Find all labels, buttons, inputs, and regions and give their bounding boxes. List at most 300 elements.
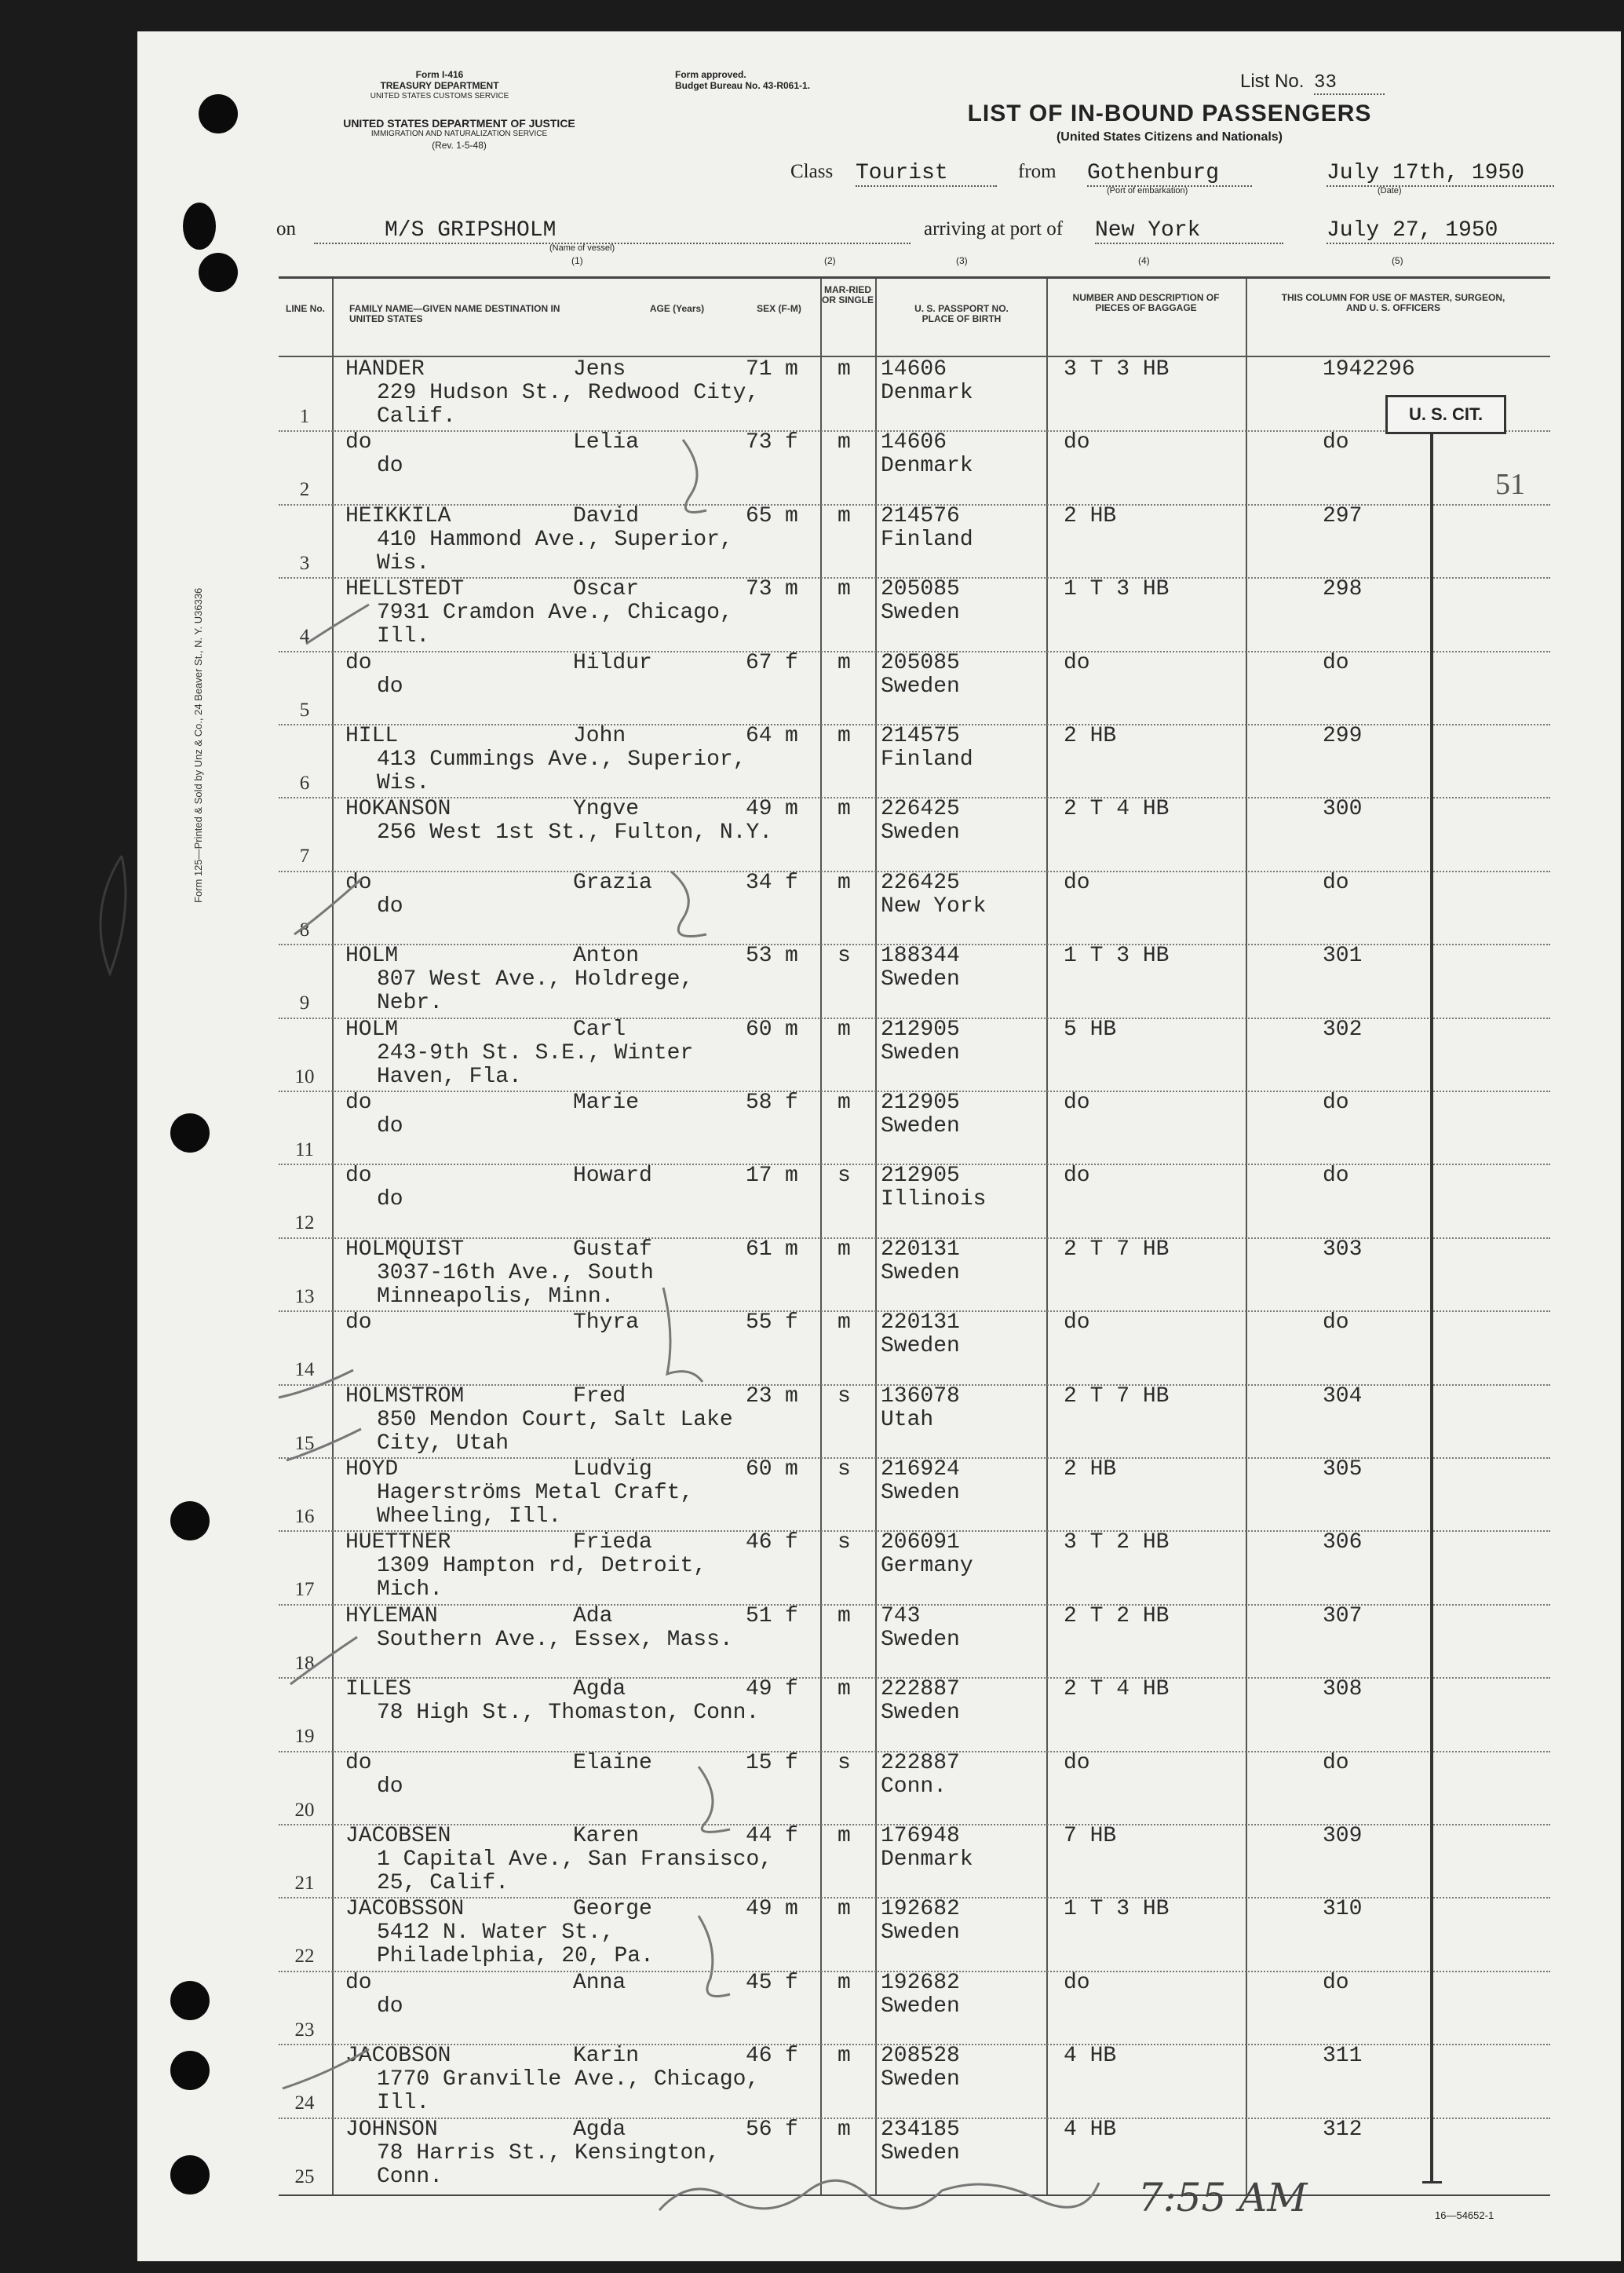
- passport-number: 216924: [881, 1457, 960, 1482]
- marital-status: m: [838, 650, 851, 675]
- age: 55: [746, 1310, 772, 1336]
- age: 34: [746, 870, 772, 895]
- destination-line1: 229 Hudson St., Redwood City,: [377, 381, 760, 405]
- family-name: HOLMSTROM: [345, 1383, 465, 1409]
- family-name: HEIKKILA: [345, 503, 451, 528]
- passport-number: 220131: [881, 1310, 960, 1336]
- from-label: from: [1018, 161, 1057, 182]
- officer-number: do: [1323, 1310, 1349, 1336]
- sex: f: [785, 2044, 798, 2069]
- given-name: Fred: [573, 1383, 626, 1409]
- family-name: do: [345, 1091, 372, 1115]
- given-name: Karin: [573, 2044, 640, 2069]
- given-name: Carl: [573, 1017, 626, 1042]
- destination-line2: City, Utah: [377, 1431, 509, 1456]
- destination-line1: 413 Cummings Ave., Superior,: [377, 747, 746, 772]
- passport-number: 212905: [881, 1164, 960, 1189]
- pencil-check: [279, 1370, 353, 1398]
- line-number: 10: [294, 1065, 315, 1087]
- officer-number: 300: [1323, 797, 1363, 822]
- destination-line2: Nebr.: [377, 991, 443, 1016]
- marital-status: m: [838, 1310, 851, 1336]
- officer-number: 306: [1323, 1530, 1363, 1555]
- officer-number: do: [1323, 430, 1349, 455]
- baggage: 2 T 4 HB: [1064, 1677, 1170, 1702]
- birth-place: Sweden: [881, 1627, 960, 1652]
- col-header-officers: THIS COLUMN FOR USE OF MASTER, SURGEON, AND U. S. OFFICERS: [1281, 292, 1505, 313]
- birth-place: Sweden: [881, 1993, 960, 2019]
- given-name: Hildur: [573, 650, 652, 675]
- line-number: 24: [294, 2092, 315, 2114]
- destination-line1: Southern Ave., Essex, Mass.: [377, 1627, 733, 1652]
- birth-place: Conn.: [881, 1774, 947, 1799]
- pencil-check: [283, 2049, 369, 2088]
- marital-status: m: [838, 1237, 851, 1262]
- passport-number: 234185: [881, 2117, 960, 2142]
- officer-number: do: [1323, 650, 1349, 675]
- marital-status: s: [838, 944, 851, 969]
- line-number: 16: [294, 1506, 315, 1527]
- sex: m: [785, 944, 798, 969]
- on-label: on: [276, 218, 296, 239]
- us-citizen-stamp: U. S. CIT.: [1385, 395, 1506, 434]
- age: 60: [746, 1017, 772, 1042]
- family-name: HOLM: [345, 944, 399, 969]
- line-number: 9: [299, 992, 310, 1014]
- family-name: HOKANSON: [345, 797, 451, 822]
- sex: f: [785, 1970, 798, 1995]
- baggage: do: [1064, 650, 1090, 675]
- birth-place: Germany: [881, 1554, 973, 1579]
- pencil-check: [290, 1637, 357, 1684]
- passport-number: 226425: [881, 797, 960, 822]
- sex: f: [785, 1530, 798, 1555]
- birth-place: Sweden: [881, 2140, 960, 2165]
- birth-place: Denmark: [881, 454, 973, 479]
- sex: f: [785, 1310, 798, 1336]
- age: 56: [746, 2117, 772, 2142]
- marital-status: m: [838, 870, 851, 895]
- given-name: David: [573, 503, 640, 528]
- baggage: do: [1064, 1164, 1090, 1189]
- line-number: 21: [294, 1873, 315, 1894]
- birth-place: Sweden: [881, 601, 960, 626]
- baggage: do: [1064, 1750, 1090, 1775]
- birth-place: Illinois: [881, 1187, 987, 1212]
- baggage: 7 HB: [1064, 1824, 1117, 1848]
- pencil-check: [294, 879, 361, 934]
- family-name: JACOBSSON: [345, 1897, 465, 1922]
- family-name: ILLES: [345, 1677, 412, 1702]
- family-name: HANDER: [345, 357, 425, 382]
- baggage: 2 T 7 HB: [1064, 1237, 1170, 1262]
- marital-status: m: [838, 2044, 851, 2069]
- line-number: 15: [294, 1432, 315, 1454]
- birth-place: Sweden: [881, 1920, 960, 1946]
- marital-status: m: [838, 357, 851, 382]
- birth-place: Sweden: [881, 1040, 960, 1065]
- footer-time-note: 7:55 AM: [1138, 2175, 1308, 2220]
- ins-service: IMMIGRATION AND NATURALIZATION SERVICE: [370, 130, 548, 138]
- birth-place: Sweden: [881, 967, 960, 992]
- given-name: Oscar: [573, 577, 640, 602]
- marital-status: m: [838, 1091, 851, 1115]
- destination-line1: 807 West Ave., Holdrege,: [377, 967, 694, 992]
- given-name: Marie: [573, 1091, 640, 1115]
- embark-caption: (Port of embarkation): [1107, 186, 1188, 196]
- destination-line2: Wis.: [377, 550, 430, 576]
- passport-number: 192682: [881, 1897, 960, 1922]
- baggage: 1 T 3 HB: [1064, 944, 1170, 969]
- passport-number: 206091: [881, 1530, 960, 1555]
- line-number: 4: [299, 626, 310, 648]
- baggage: do: [1064, 1970, 1090, 1995]
- officer-number: do: [1323, 870, 1349, 895]
- age: 67: [746, 650, 772, 675]
- line-number: 22: [294, 1946, 315, 1968]
- birth-place: Finland: [881, 747, 973, 772]
- marital-status: s: [838, 1530, 851, 1555]
- family-name: HILL: [345, 724, 399, 748]
- line-number: 8: [299, 919, 310, 941]
- officer-number: 298: [1323, 577, 1363, 602]
- family-name: do: [345, 430, 372, 455]
- destination-line1: do: [377, 674, 403, 699]
- destination-line1: 410 Hammond Ave., Superior,: [377, 527, 733, 552]
- destination-line1: Hagerströms Metal Craft,: [377, 1481, 694, 1505]
- family-name: JACOBSEN: [345, 1824, 451, 1848]
- officer-number: 303: [1323, 1237, 1363, 1262]
- age: 64: [746, 724, 772, 748]
- passport-number: 208528: [881, 2044, 960, 2069]
- birth-place: Sweden: [881, 1701, 960, 1726]
- baggage: 4 HB: [1064, 2117, 1117, 2142]
- passport-number: 176948: [881, 1824, 960, 1848]
- sex: m: [785, 797, 798, 822]
- destination-line2: Ill.: [377, 624, 430, 649]
- passport-number: 205085: [881, 577, 960, 602]
- officer-number: 301: [1323, 944, 1363, 969]
- given-name: Grazia: [573, 870, 652, 895]
- line-number: 5: [299, 699, 310, 721]
- destination-line2: Wis.: [377, 771, 430, 795]
- family-name: JACOBSON: [345, 2044, 451, 2069]
- col-header-baggage: NUMBER AND DESCRIPTION OF PIECES OF BAGGAGE: [1072, 292, 1220, 313]
- printer-imprint: Form 125—Printed & Sold by Unz & Co., 24 Beaver St., N. Y. U36336: [192, 587, 204, 903]
- passport-number: 226425: [881, 870, 960, 895]
- marital-status: m: [838, 1017, 851, 1042]
- given-name: Karen: [573, 1824, 640, 1848]
- passport-number: 214576: [881, 503, 960, 528]
- age: 46: [746, 2044, 772, 2069]
- embark-port: Gothenburg: [1087, 161, 1252, 187]
- pencil-curve: [100, 856, 126, 974]
- officer-number: do: [1323, 1091, 1349, 1115]
- family-name: do: [345, 650, 372, 675]
- line-number: 6: [299, 773, 310, 794]
- marital-status: s: [838, 1383, 851, 1409]
- age: 49: [746, 1897, 772, 1922]
- officer-number: 312: [1323, 2117, 1363, 2142]
- passport-number: 14606: [881, 357, 947, 382]
- line-number: 19: [294, 1726, 315, 1748]
- family-name: HOLMQUIST: [345, 1237, 465, 1262]
- marital-status: s: [838, 1164, 851, 1189]
- family-name: do: [345, 1164, 372, 1189]
- destination-line1: 5412 N. Water St.,: [377, 1920, 615, 1946]
- line-number: 18: [294, 1652, 315, 1674]
- sex: f: [785, 1677, 798, 1702]
- sex: m: [785, 357, 798, 382]
- family-name: do: [345, 870, 372, 895]
- birth-place: Denmark: [881, 381, 973, 405]
- list-number: 33: [1314, 72, 1385, 95]
- departure-date: July 17th, 1950: [1327, 161, 1554, 187]
- destination-line1: do: [377, 1114, 403, 1138]
- line-number: 14: [294, 1359, 315, 1381]
- form-number: Form I-416: [415, 69, 464, 80]
- passport-number: 188344: [881, 944, 960, 969]
- baggage: 3 T 2 HB: [1064, 1530, 1170, 1555]
- destination-line1: 1 Capital Ave., San Fransisco,: [377, 1847, 773, 1872]
- signature-scrawl: [659, 2180, 1099, 2210]
- destination-line2: Philadelphia, 20, Pa.: [377, 1944, 654, 1969]
- line-number: 17: [294, 1579, 315, 1601]
- age: 44: [746, 1824, 772, 1848]
- destination-line2: Conn.: [377, 2164, 443, 2189]
- col-header-line: LINE No.: [286, 303, 325, 314]
- baggage: 2 T 2 HB: [1064, 1603, 1170, 1628]
- sex: m: [785, 1017, 798, 1042]
- class-label: Class: [790, 161, 834, 182]
- baggage: 2 HB: [1064, 724, 1117, 748]
- pencil-scribble: [699, 1767, 730, 1832]
- sex: m: [785, 1383, 798, 1409]
- pencil-scribble: [683, 440, 706, 513]
- family-name: HUETTNER: [345, 1530, 451, 1555]
- destination-line1: do: [377, 454, 403, 479]
- baggage: 1 T 3 HB: [1064, 577, 1170, 602]
- passport-number: 743: [881, 1603, 921, 1628]
- family-name: do: [345, 1970, 372, 1995]
- margin-number: 51: [1495, 468, 1525, 501]
- age: 73: [746, 430, 772, 455]
- passport-number: 14606: [881, 430, 947, 455]
- family-name: HELLSTEDT: [345, 577, 465, 602]
- birth-place: New York: [881, 893, 987, 919]
- officer-number: 307: [1323, 1603, 1363, 1628]
- given-name: John: [573, 724, 626, 748]
- col-header-age: AGE (Years): [649, 303, 705, 314]
- baggage: 2 T 4 HB: [1064, 797, 1170, 822]
- sex: m: [785, 724, 798, 748]
- sex: f: [785, 870, 798, 895]
- age: 15: [746, 1750, 772, 1775]
- destination-line1: 1309 Hampton rd, Detroit,: [377, 1554, 707, 1579]
- arrival-port: New York: [1095, 218, 1283, 244]
- col-num-4: (4): [1138, 255, 1150, 266]
- form-approved: Form approved.: [675, 69, 746, 80]
- line-number: 13: [294, 1285, 315, 1307]
- officer-number: 1942296: [1323, 357, 1415, 382]
- destination-line2: Wheeling, Ill.: [377, 1504, 562, 1529]
- given-name: Anna: [573, 1970, 626, 1995]
- destination-line1: 78 High St., Thomaston, Conn.: [377, 1701, 760, 1726]
- given-name: Lelia: [573, 430, 640, 455]
- col-header-married: MAR-RIED OR SINGLE: [822, 284, 874, 305]
- age: 61: [746, 1237, 772, 1262]
- pencil-scribble: [671, 872, 706, 937]
- age: 73: [746, 577, 772, 602]
- baggage: do: [1064, 870, 1090, 895]
- vessel-name: M/S GRIPSHOLM: [314, 218, 911, 244]
- destination-line1: 78 Harris St., Kensington,: [377, 2140, 720, 2165]
- marital-status: m: [838, 2117, 851, 2142]
- passport-number: 222887: [881, 1677, 960, 1702]
- age: 49: [746, 1677, 772, 1702]
- pencil-scribble: [699, 1916, 730, 1997]
- class-value: Tourist: [856, 161, 997, 187]
- birth-place: Sweden: [881, 820, 960, 846]
- age: 60: [746, 1457, 772, 1482]
- officer-number: do: [1323, 1970, 1349, 1995]
- destination-line2: Mich.: [377, 1577, 443, 1602]
- birth-place: Sweden: [881, 674, 960, 699]
- destination-line1: do: [377, 1774, 403, 1799]
- officer-number: do: [1323, 1164, 1349, 1189]
- baggage: 1 T 3 HB: [1064, 1897, 1170, 1922]
- sex: m: [785, 1897, 798, 1922]
- passport-number: 212905: [881, 1017, 960, 1042]
- pencil-check: [286, 1429, 361, 1460]
- age: 53: [746, 944, 772, 969]
- destination-line2: Ill.: [377, 2091, 430, 2116]
- given-name: Ludvig: [573, 1457, 652, 1482]
- line-number: 12: [294, 1212, 315, 1234]
- family-name: HYLEMAN: [345, 1603, 438, 1628]
- age: 71: [746, 357, 772, 382]
- footer-code: 16—54652-1: [1435, 2209, 1494, 2221]
- sex: m: [785, 1164, 798, 1189]
- birth-place: Denmark: [881, 1847, 973, 1872]
- baggage: 3 T 3 HB: [1064, 357, 1170, 382]
- given-name: Yngve: [573, 797, 640, 822]
- destination-line2: 25, Calif.: [377, 1871, 509, 1895]
- officer-number: 309: [1323, 1824, 1363, 1848]
- arrival-date: July 27, 1950: [1327, 218, 1554, 244]
- col-header-sex: SEX (F-M): [757, 303, 801, 314]
- given-name: Gustaf: [573, 1237, 652, 1262]
- given-name: Howard: [573, 1164, 652, 1189]
- pencil-scribble: [663, 1288, 703, 1382]
- page-subtitle: (United States Citizens and Nationals): [1056, 130, 1283, 144]
- given-name: Frieda: [573, 1530, 652, 1555]
- marital-status: m: [838, 1677, 851, 1702]
- date-caption: (Date): [1378, 186, 1402, 196]
- baggage: do: [1064, 430, 1090, 455]
- age: 58: [746, 1091, 772, 1115]
- col-num-5: (5): [1392, 255, 1403, 266]
- birth-place: Sweden: [881, 1114, 960, 1138]
- officer-number: 310: [1323, 1897, 1363, 1922]
- given-name: Thyra: [573, 1310, 640, 1336]
- line-number: 20: [294, 1799, 315, 1821]
- destination-line1: 3037-16th Ave., South: [377, 1260, 654, 1285]
- officer-number: 304: [1323, 1383, 1363, 1409]
- marital-status: m: [838, 724, 851, 748]
- family-name: do: [345, 1750, 372, 1775]
- col-num-1: (1): [571, 255, 583, 266]
- family-name: HOYD: [345, 1457, 399, 1482]
- baggage: 4 HB: [1064, 2044, 1117, 2069]
- birth-place: Utah: [881, 1407, 934, 1432]
- sex: f: [785, 1824, 798, 1848]
- budget-bureau: Budget Bureau No. 43-R061-1.: [675, 80, 811, 91]
- marital-status: m: [838, 797, 851, 822]
- col-header-passport: U. S. PASSPORT NO. PLACE OF BIRTH: [914, 303, 1009, 324]
- passport-number: 212905: [881, 1091, 960, 1115]
- birth-place: Sweden: [881, 1260, 960, 1285]
- line-number: 23: [294, 2019, 315, 2041]
- marital-status: m: [838, 1603, 851, 1628]
- marital-status: m: [838, 1897, 851, 1922]
- treasury-dept: TREASURY DEPARTMENT: [380, 80, 499, 91]
- baggage: 5 HB: [1064, 1017, 1117, 1042]
- sex: m: [785, 1457, 798, 1482]
- marital-status: s: [838, 1750, 851, 1775]
- age: 65: [746, 503, 772, 528]
- marital-status: m: [838, 430, 851, 455]
- line-number: 7: [299, 846, 310, 868]
- given-name: Agda: [573, 2117, 626, 2142]
- family-name: HOLM: [345, 1017, 399, 1042]
- birth-place: Sweden: [881, 1334, 960, 1359]
- officer-number: 297: [1323, 503, 1363, 528]
- sex: m: [785, 577, 798, 602]
- given-name: Elaine: [573, 1750, 652, 1775]
- age: 45: [746, 1970, 772, 1995]
- customs-service: UNITED STATES CUSTOMS SERVICE: [370, 92, 509, 100]
- revision: (Rev. 1-5-48): [432, 140, 487, 151]
- sex: m: [785, 1237, 798, 1262]
- officer-number: 305: [1323, 1457, 1363, 1482]
- destination-line2: Calif.: [377, 404, 456, 429]
- sex: f: [785, 1603, 798, 1628]
- line-number: 2: [299, 479, 310, 501]
- destination-line1: 1770 Granville Ave., Chicago,: [377, 2067, 760, 2092]
- col-num-2: (2): [824, 255, 836, 266]
- sex: m: [785, 503, 798, 528]
- passport-number: 192682: [881, 1970, 960, 1995]
- line-number: 11: [294, 1139, 315, 1160]
- destination-line1: 850 Mendon Court, Salt Lake: [377, 1407, 733, 1432]
- age: 46: [746, 1530, 772, 1555]
- arriving-label: arriving at port of: [924, 218, 1064, 239]
- col-header-name: FAMILY NAME—GIVEN NAME DESTINATION IN UNITED STATES: [349, 303, 560, 324]
- destination-line1: 7931 Cramdon Ave., Chicago,: [377, 601, 733, 626]
- line-number: 25: [294, 2165, 315, 2187]
- baggage: 2 T 7 HB: [1064, 1383, 1170, 1409]
- sex: f: [785, 650, 798, 675]
- family-name: do: [345, 1310, 372, 1336]
- officer-number: 302: [1323, 1017, 1363, 1042]
- given-name: Ada: [573, 1603, 613, 1628]
- age: 51: [746, 1603, 772, 1628]
- passport-number: 205085: [881, 650, 960, 675]
- line-number: 3: [299, 552, 310, 574]
- birth-place: Sweden: [881, 2067, 960, 2092]
- officer-number: 311: [1323, 2044, 1363, 2069]
